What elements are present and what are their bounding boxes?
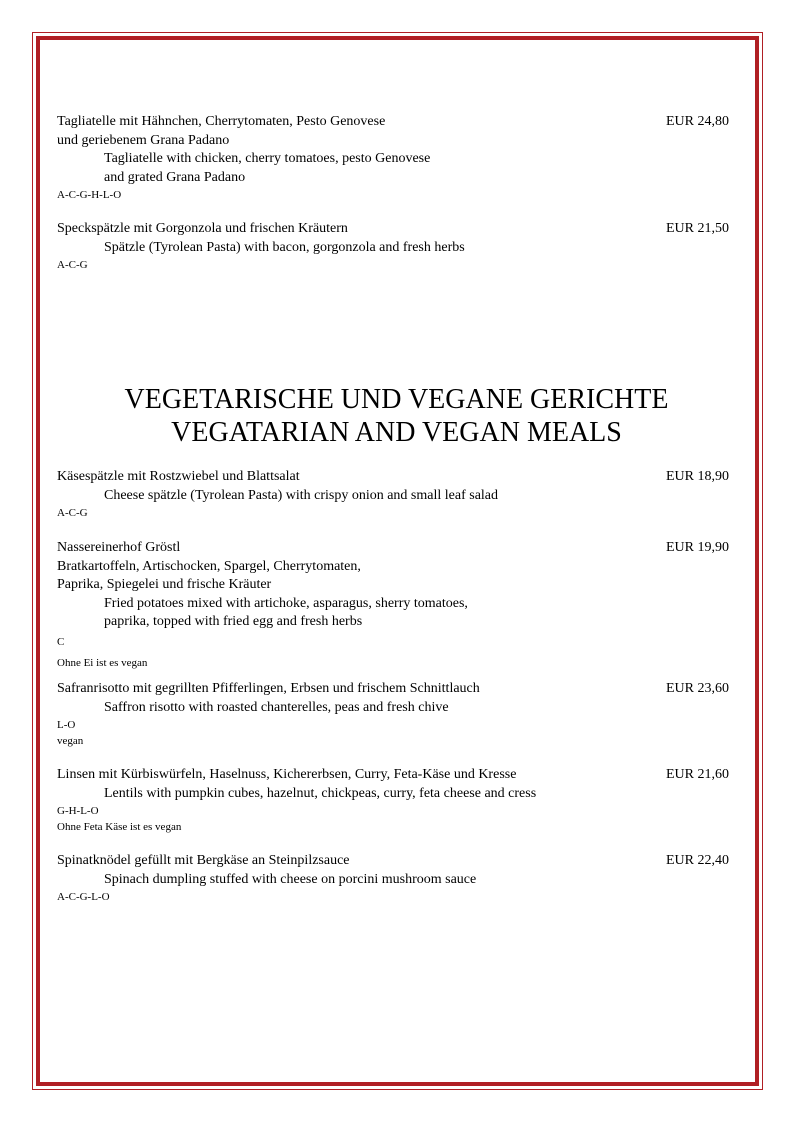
dish-price: EUR 21,60 [666,767,729,782]
dish-price: EUR 24,80 [666,114,729,129]
dish-price: EUR 22,40 [666,853,729,868]
allergen-codes: A-C-G [57,259,88,271]
dish-price: EUR 18,90 [666,469,729,484]
dish-price: EUR 19,90 [666,540,729,555]
dish-price: EUR 23,60 [666,681,729,696]
dish-name-de-line-2: und geriebenem Grana Padano [57,132,230,148]
dish-kaesespaetzle [57,468,729,521]
dish-name-en: Spätzle (Tyrolean Pasta) with bacon, gorgonzola and fresh herbs [104,239,465,255]
dish-name-en: Cheese spätzle (Tyrolean Pasta) with crispy onion and small leaf salad [104,487,499,503]
dish-name-de: Safranrisotto mit gegrillten Pfifferlingen, Erbsen und frischem Schnittlauch [57,681,480,696]
dish-tagliatelle [57,113,729,203]
dish-name-en-line-2: paprika, topped with fried egg and fresh herbs [104,614,363,629]
section-heading [36,383,757,449]
dish-linsen [57,766,729,835]
vegan-note: Ohne Feta Käse ist es vegan [57,821,182,833]
section-heading-en: VEGATARIAN AND VEGAN MEALS [171,417,622,448]
dish-name-en: Fried potatoes mixed with artichoke, asparagus, sherry tomatoes, [104,595,468,611]
dish-safranrisotto [57,680,729,749]
dish-name-en: Spinach dumpling stuffed with cheese on porcini mushroom sauce [104,871,477,887]
allergen-codes: A-C-G-H-L-O [57,189,122,201]
section-heading-de: VEGETARISCHE UND VEGANE GERICHTE [124,384,669,415]
dish-name-de: Käsespätzle mit Rostzwiebel und Blattsalat [57,469,300,484]
allergen-codes: L-O [57,719,76,731]
dish-name-en: Tagliatelle with chicken, cherry tomatoes, pesto Genovese [104,151,431,166]
dish-name-de: Spinatknödel gefüllt mit Bergkäse an Steinpilzsauce [57,853,350,868]
allergen-codes: A-C-G [57,507,88,519]
dish-name-de: Tagliatelle mit Hähnchen, Cherrytomaten, Pesto Genovese [57,114,386,129]
vegan-note: Ohne Ei ist es vegan [57,656,148,669]
dish-name-de-line-3: Paprika, Spiegelei und frische Kräuter [57,577,272,592]
dish-name-en-line-2: and grated Grana Padano [104,169,246,185]
dish-name-en: Lentils with pumpkin cubes, hazelnut, chickpeas, curry, feta cheese and cress [104,785,537,801]
dish-name-de: Nassereinerhof Gröstl [57,540,181,555]
allergen-codes: C [57,635,65,648]
dish-name-de: Speckspätzle mit Gorgonzola und frischen Kräutern [57,221,348,236]
allergen-codes: G-H-L-O [57,805,99,817]
dish-speckspaetzle [57,220,729,273]
dish-name-en: Saffron risotto with roasted chanterelles, peas and fresh chive [104,699,449,715]
dish-name-de: Linsen mit Kürbiswürfeln, Haselnuss, Kichererbsen, Curry, Feta-Käse und Kresse [57,767,517,782]
dish-nassereinerhof-groestl [57,539,729,671]
vegan-note: vegan [57,735,84,747]
dish-name-de-line-2: Bratkartoffeln, Artischocken, Spargel, Cherrytomaten, [57,558,361,574]
dish-spinatknoedel [57,852,729,905]
dish-price: EUR 21,50 [666,221,729,236]
allergen-codes: A-C-G-L-O [57,891,110,903]
